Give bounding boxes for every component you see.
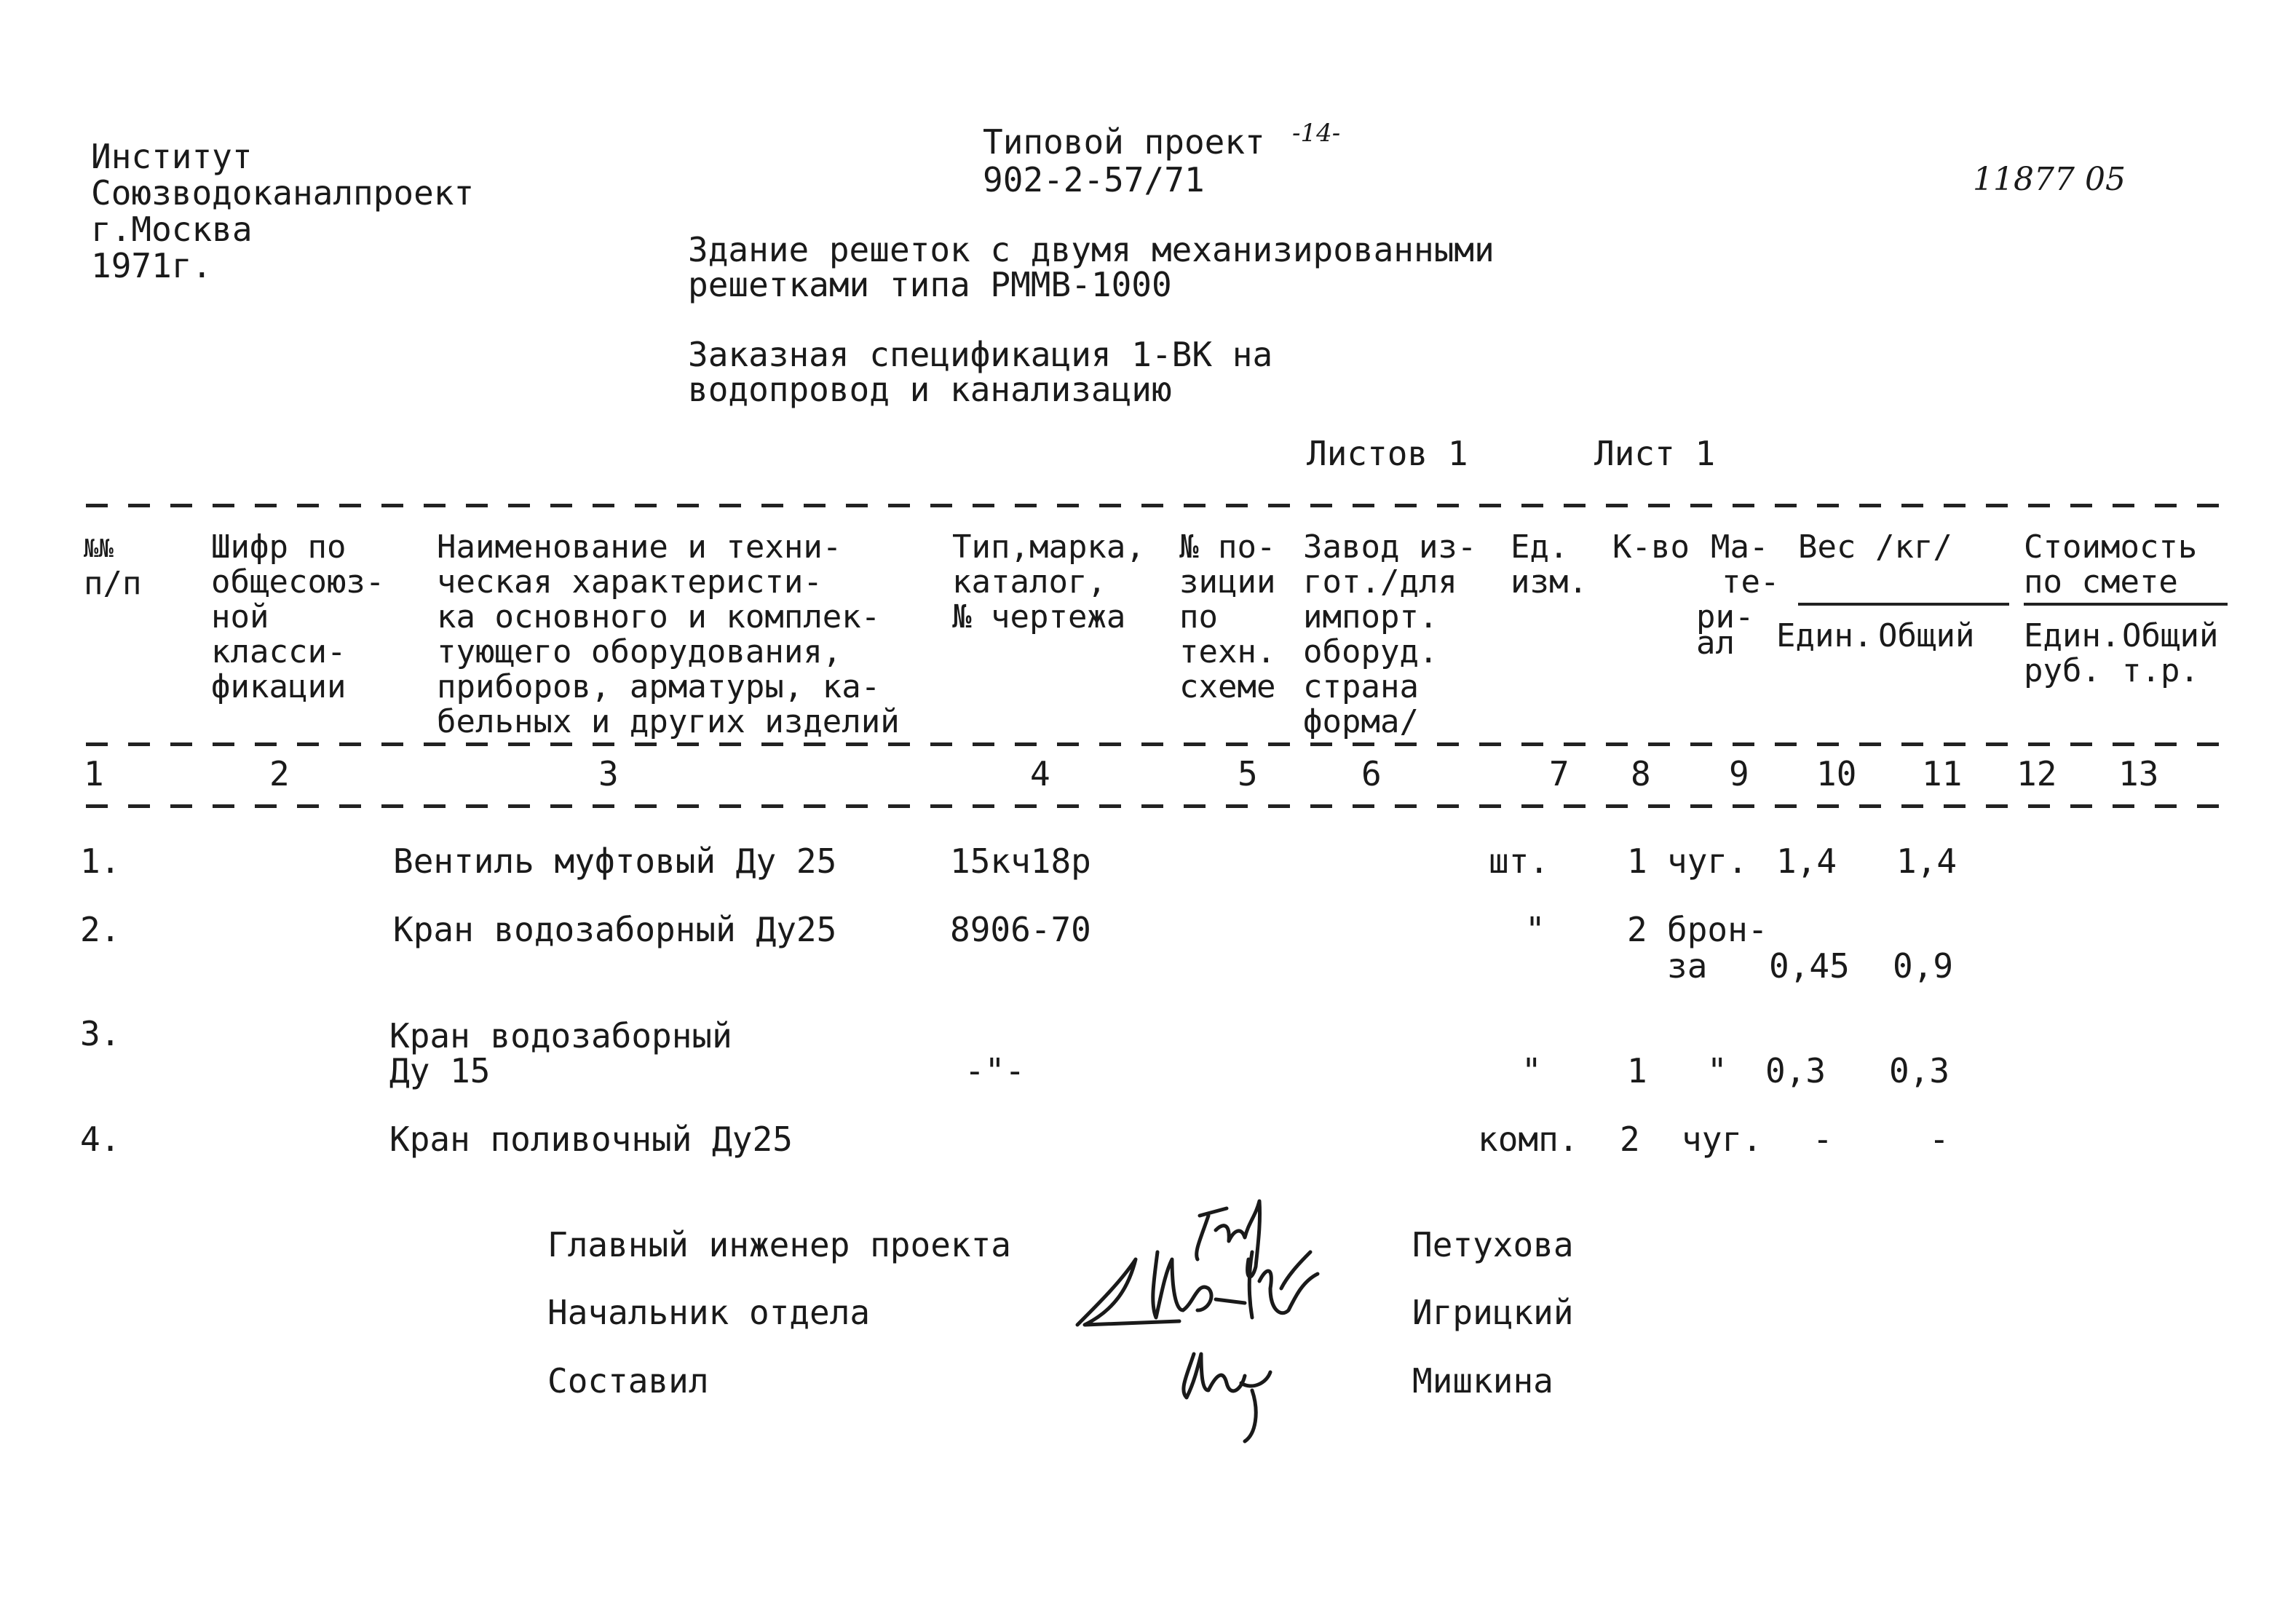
col-number: 12	[2016, 754, 2057, 793]
institute-line-2: Союзводоканалпроект	[91, 173, 475, 213]
numbers-bottom-rule	[86, 804, 2219, 808]
spec-line-2: водопровод и канализацию	[688, 370, 1172, 409]
col-number: 10	[1816, 754, 1857, 793]
header-bottom-rule	[86, 742, 2219, 746]
col-header-8: К-во	[1612, 528, 1690, 566]
col-number: 7	[1549, 754, 1569, 793]
col-number: 5	[1238, 754, 1258, 793]
institute-line-1: Институт	[91, 137, 253, 176]
page-mark: -14-	[1292, 119, 1341, 148]
col-number: 4	[1030, 754, 1050, 793]
signature-name: Мишкина	[1412, 1361, 1553, 1401]
handwritten-signatures	[1070, 1172, 1398, 1449]
sheets-total: Листов 1	[1307, 434, 1468, 473]
signature-role: Начальник отдела	[547, 1293, 871, 1332]
spec-line-1: Заказная спецификация 1-ВК на	[688, 335, 1273, 374]
signature-role: Составил	[547, 1361, 709, 1401]
institute-line-4: 1971г.	[91, 246, 213, 285]
table-top-rule	[86, 504, 2219, 507]
col-number: 8	[1631, 754, 1651, 793]
col-number: 1	[84, 754, 104, 793]
col-number: 9	[1729, 754, 1749, 793]
col-number: 6	[1361, 754, 1382, 793]
signature-role: Главный инженер проекта	[547, 1225, 1011, 1264]
col-number: 13	[2118, 754, 2159, 793]
project-label: Типовой проект	[983, 122, 1265, 162]
institute-line-3: г.Москва	[91, 210, 253, 249]
col-number: 2	[269, 754, 290, 793]
document-page: Институт Союзводоканалпроект г.Москва 1971г. Типовой проект 902-2-57/71 -14- 11877 05 Здание решеток с двумя механизированными решетками типа РММВ-1000 Заказная спецификация 1-ВК на водопровод и канализацию Листов 1 Лист 1 №№ п/п Шифр по общесоюз- ной класси- фикации Наименование и техни- ческая характеристи- ка основного и комплек- тующего оборудования, приборов, арматуры, ка- бельных и других изделий Тип,марка, каталог, № чертежа № по- зиции по техн. схеме Завод из- гот./для импорт. оборуд. страна форма/ Ед. изм. К-во Ма- те- ри- ал Вес /кг/ Един. Общий Стоимость по смете Един. Общий руб. т.р. 1 2 3 4 5 6 7 8 9 10 11 12 13 1. Вентиль муфтовый Ду 25 15кч18р шт. 1 чуг. 1,4 1,4 2. Кран водозаборный Ду25 8906-70 " 2 брон- за 0,45 0,9 3. Кран водозаборный Ду 15 -"- " 1 " 0,3 0,3 4. Кран поливочный Ду25 комп. 2 чуг. - - Главный инженер проекта Петухова Начальник отдела Игрицкий Составил Мишкина	[0, 0, 2296, 1616]
signature-name: Петухова	[1412, 1225, 1574, 1264]
sheet-number: Лист 1	[1594, 434, 1716, 473]
col-number: 11	[1922, 754, 1963, 793]
title-line-1: Здание решеток с двумя механизированными	[688, 230, 1495, 269]
title-line-2: решетками типа РММВ-1000	[688, 265, 1172, 304]
archive-number: 11877 05	[1973, 161, 2126, 198]
project-number: 902-2-57/71	[983, 160, 1205, 199]
col-number: 3	[598, 754, 619, 793]
signature-name: Игрицкий	[1412, 1293, 1574, 1332]
